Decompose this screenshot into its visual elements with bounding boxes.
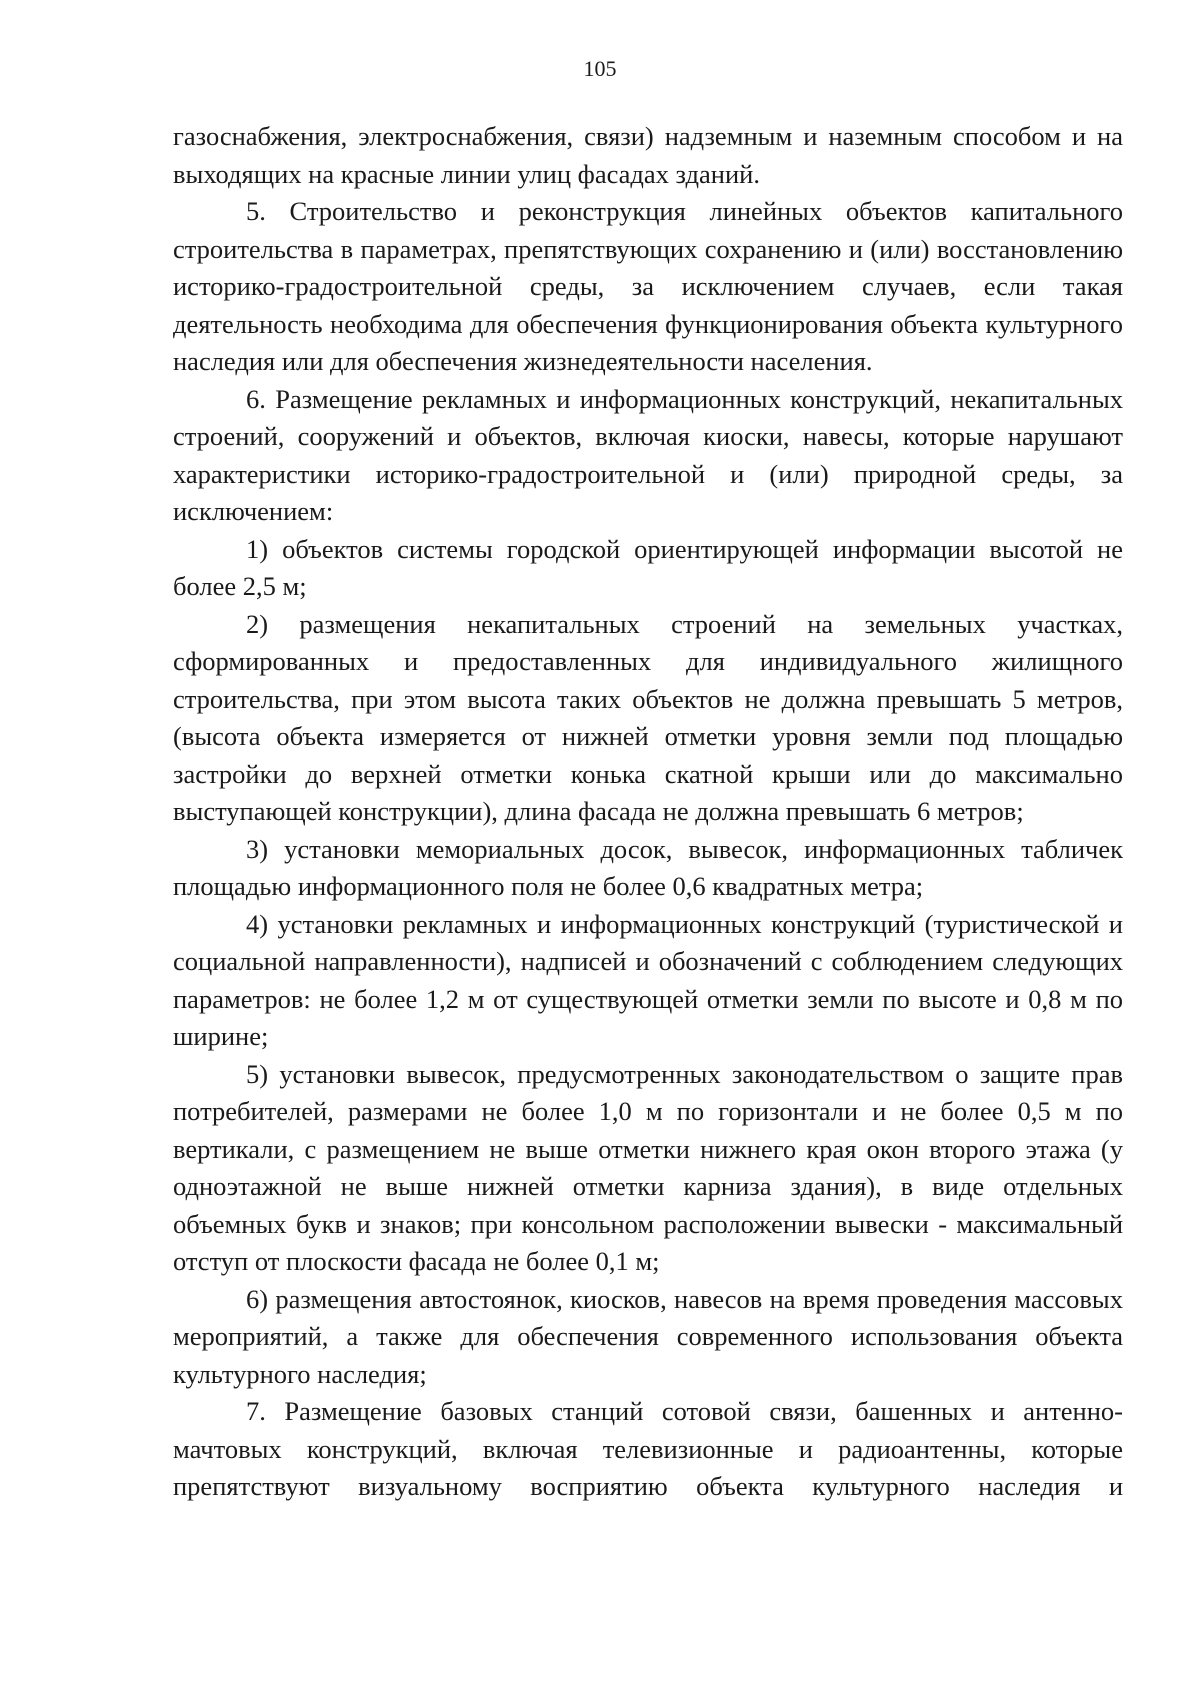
document-body	[173, 118, 1123, 1506]
paragraph: 6) размещения автостоянок, киосков, навесов на время проведения массовых мероприятий, а также для обеспечения современного использования объекта культурного наследия;	[173, 1283, 1123, 1389]
paragraph: 1) объектов системы городской ориентирующей информации высотой не более 2,5 м;	[173, 533, 1123, 601]
paragraph: 7. Размещение базовых станций сотовой связи, башенных и антенно-мачтовых конструкций, включая телевизионные и радиоантенны, которые препятствуют визуальному восприятию объекта культурного наследия и	[173, 1396, 1123, 1501]
paragraph: газоснабжения, электроснабжения, связи) надземным и наземным способом и на выходящих на красные линии улиц фасадах зданий.	[173, 121, 1123, 189]
paragraph: 3) установки мемориальных досок, вывесок, информационных табличек площадью информационного поля не более 0,6 квадратных метра;	[173, 833, 1123, 901]
paragraph: 4) установки рекламных и информационных конструкций (туристической и социальной направленности), надписей и обозначений с соблюдением следующих параметров: не более 1,2 м от существующей отметки земли по высоте и 0,8 м по ширине;	[173, 908, 1123, 1051]
paragraph: 2) размещения некапитальных строений на земельных участках, сформированных и предоставленных для индивидуального жилищного строительства, при этом высота таких объектов не должна превышать 5 метров, (высота объекта измеряется от нижней отметки уровня земли под площадью застройки до верхней отметки конька скатной крыши или до максимально выступающей конструкции), длина фасада не должна превышать 6 метров;	[173, 608, 1123, 826]
paragraph: 5) установки вывесок, предусмотренных законодательством о защите прав потребителей, размерами не более 1,0 м по горизонтали и не более 0,5 м по вертикали, с размещением не выше отметки нижнего края окон второго этажа (у одноэтажной не выше нижней отметки карниза здания), в виде отдельных объемных букв и знаков; при консольном расположении вывески - максимальный отступ от плоскости фасада не более 0,1 м;	[173, 1058, 1123, 1276]
page-number: 105	[583, 56, 617, 81]
paragraph: 5. Строительство и реконструкция линейных объектов капитального строительства в параметрах, препятствующих сохранению и (или) восстановлению историко-градостроительной среды, за исключением случаев, если такая деятельность необходима для обеспечения функционирования объекта культурного наследия или для обеспечения жизнедеятельности населения.	[173, 196, 1123, 376]
paragraph: 6. Размещение рекламных и информационных конструкций, некапитальных строений, сооружений и объектов, включая киоски, навесы, которые нарушают характеристики историко-градостроительной и (или) природной среды, за исключением:	[173, 383, 1123, 526]
